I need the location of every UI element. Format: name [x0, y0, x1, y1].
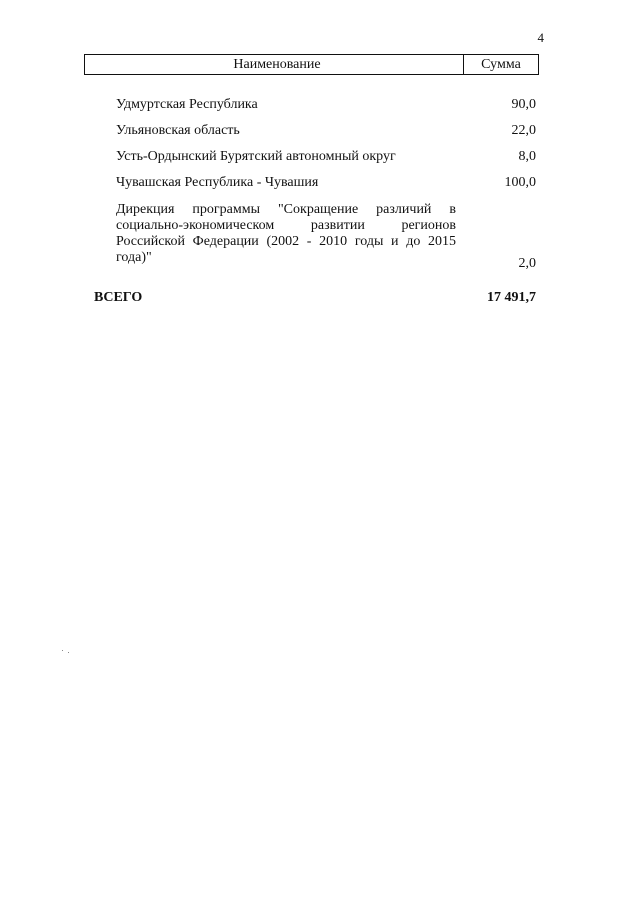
- column-header-sum: Сумма: [481, 57, 521, 72]
- row-value: 100,0: [504, 175, 536, 190]
- table-header: [84, 54, 539, 75]
- page-number: 4: [537, 30, 544, 45]
- row-name: Удмуртская Республика: [116, 97, 258, 112]
- row-value: 90,0: [511, 97, 536, 112]
- column-header-name: Наименование: [85, 55, 464, 74]
- row-name: Чувашская Республика - Чувашия: [116, 175, 319, 190]
- scan-specks: [62, 650, 72, 654]
- row-name: Усть-Ордынский Бурятский автономный округ: [116, 149, 396, 164]
- total-label: ВСЕГО: [94, 290, 143, 305]
- total-value: 17 491,7: [487, 290, 536, 305]
- row-name: Дирекция программы "Сокращение различий в социально-экономическом развитии регионов Российской Федерации (2002 - 2010 годы и до 2015 года)": [116, 202, 456, 265]
- row-value: 2,0: [518, 256, 536, 271]
- row-value: 8,0: [518, 149, 536, 164]
- row-name: Ульяновская область: [116, 123, 240, 138]
- row-value: 22,0: [511, 123, 536, 138]
